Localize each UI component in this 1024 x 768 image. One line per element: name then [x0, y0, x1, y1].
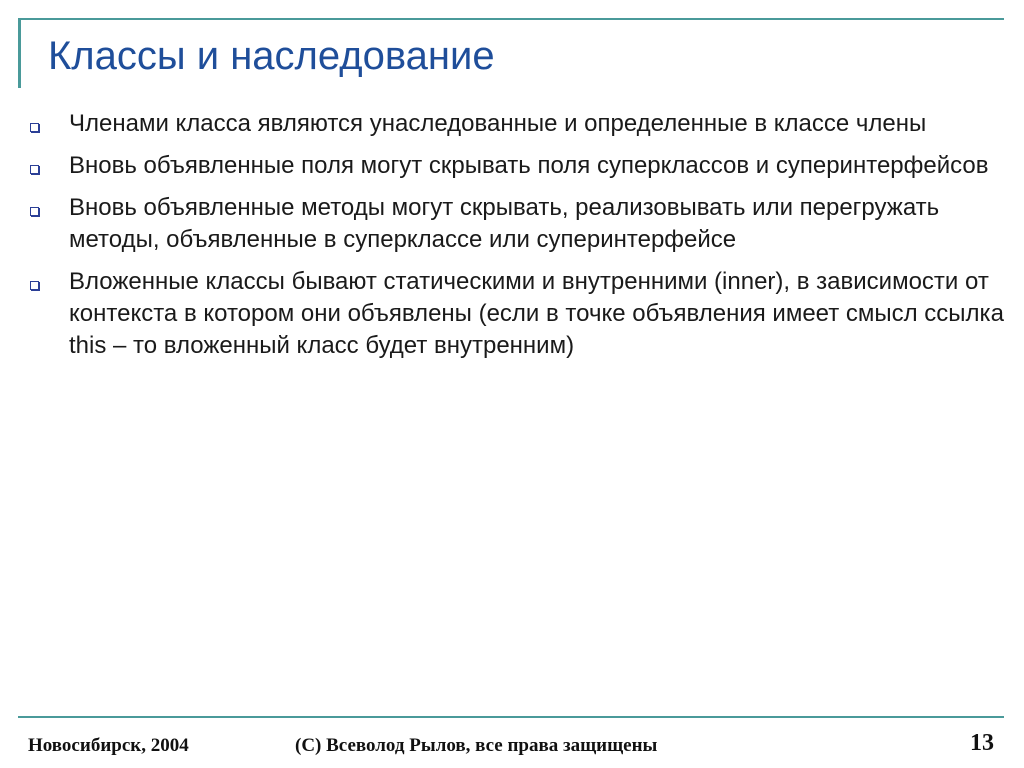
square-bullet-icon: [30, 123, 39, 132]
slide-title: Классы и наследование: [48, 34, 495, 78]
bullet-item: [26, 150, 1006, 182]
bullet-list: [26, 108, 1006, 372]
square-bullet-icon: [30, 165, 39, 174]
square-bullet-icon: [30, 281, 39, 290]
title-accent-horizontal-line: [18, 18, 1004, 20]
square-bullet-icon: [30, 207, 39, 216]
footer-city-year: Новосибирск, 2004: [28, 735, 189, 756]
footer-divider: [18, 716, 1004, 718]
bullet-text: Вновь объявленные поля могут скрывать поля суперклассов и суперинтерфейсов: [69, 152, 989, 179]
footer-copyright: (C) Всеволод Рылов, все права защищены: [295, 735, 658, 756]
bullet-text: Членами класса являются унаследованные и определенные в классе члены: [69, 110, 927, 137]
title-accent-vertical-line: [18, 18, 21, 88]
page-number: 13: [970, 730, 994, 756]
bullet-item: [26, 192, 1006, 256]
bullet-text: Вложенные классы бывают статическими и внутренними (inner), в зависимости от контекста в котором они объявлены (если в точке объявления имеет смысл ссылка this – то вложенный класс будет внутренним): [69, 268, 1004, 359]
bullet-item: [26, 108, 1006, 140]
bullet-item: [26, 266, 1006, 362]
bullet-text: Вновь объявленные методы могут скрывать, реализовывать или перегружать методы, объявленные в суперклассе или суперинтерфейсе: [69, 194, 940, 253]
